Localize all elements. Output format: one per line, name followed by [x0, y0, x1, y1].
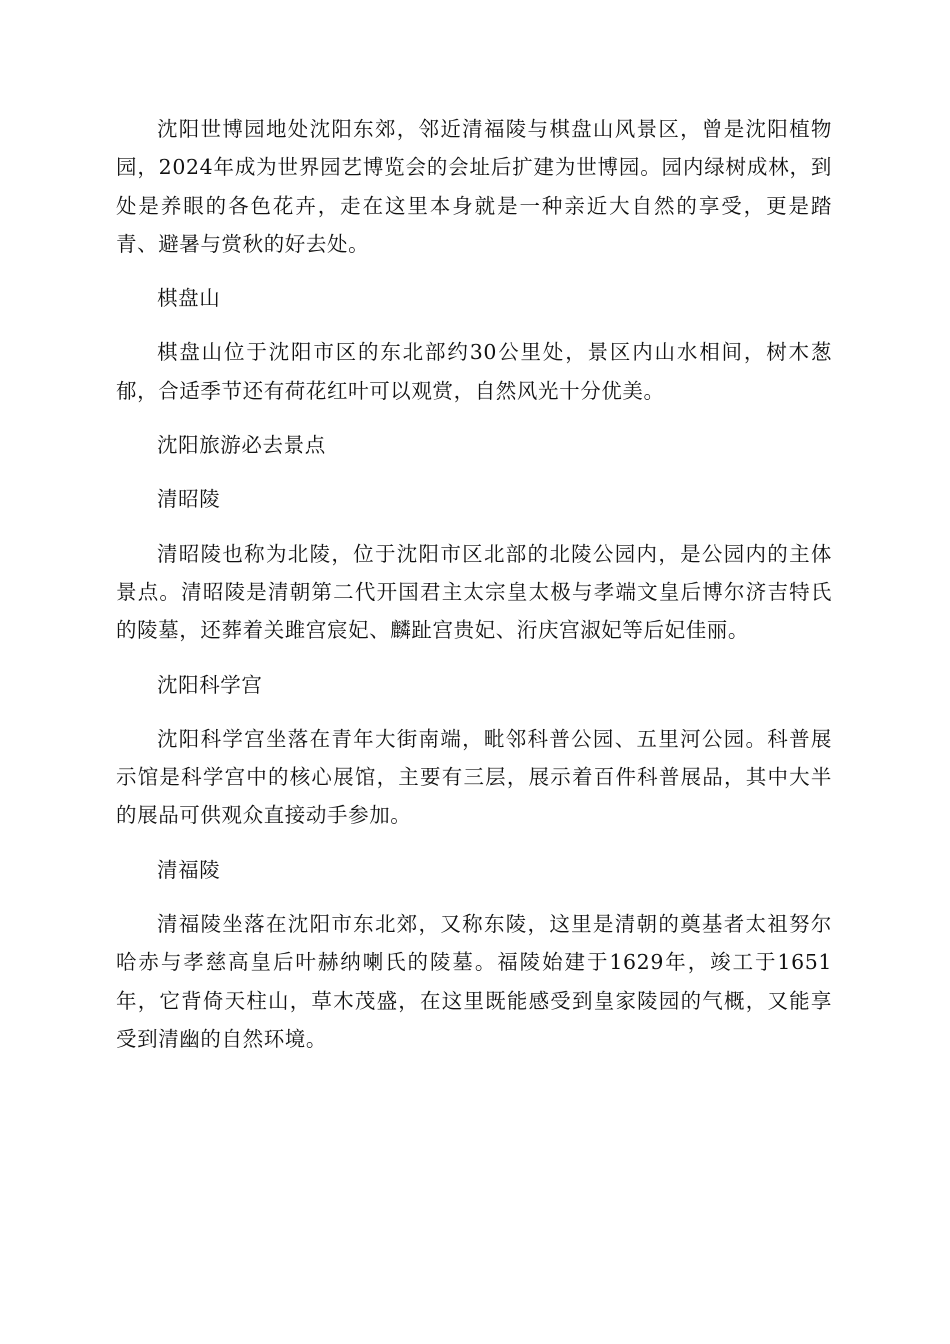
heading-must-visit-attractions: 沈阳旅游必去景点	[157, 433, 326, 458]
heading-science-palace: 沈阳科学宫	[157, 672, 263, 697]
paragraph-qing-zhaoling: 清昭陵也称为北陵，位于沈阳市区北部的北陵公园内，是公园内的主体景点。清昭陵是清朝第二代开国君主太宗皇太极与孝端文皇后博尔济吉特氏的陵墓，还葬着关雎宫宸妃、麟趾宫贵妃、洐庆宫淑妃等后妃佳丽。	[116, 541, 832, 643]
heading-qing-zhaoling: 清昭陵	[157, 487, 221, 512]
paragraph-science-palace: 沈阳科学宫坐落在青年大街南端，毗邻科普公园、五里河公园。科普展示馆是科学宫中的核心展馆，主要有三层，展示着百件科普展品，其中大半的展品可供观众直接动手参加。	[116, 726, 832, 828]
heading-qipanshan: 棋盘山	[157, 286, 221, 311]
document-body	[116, 110, 832, 1074]
heading-qing-fuling: 清福陵	[157, 857, 221, 882]
paragraph-qipanshan: 棋盘山位于沈阳市区的东北部约30公里处，景区内山水相间，树木葱郁，合适季节还有荷花红叶可以观赏，自然风光十分优美。	[116, 340, 832, 403]
paragraph-qing-fuling: 清福陵坐落在沈阳市东北郊，又称东陵，这里是清朝的奠基者太祖努尔哈赤与孝慈高皇后叶赫纳喇氏的陵墓。福陵始建于1629年，竣工于1651年，它背倚天柱山，草木茂盛，在这里既能感受到皇家陵园的气概，又能享受到清幽的自然环境。	[116, 912, 832, 1051]
paragraph-shenyang-expo-garden: 沈阳世博园地处沈阳东郊，邻近清福陵与棋盘山风景区，曾是沈阳植物园，2024年成为世界园艺博览会的会址后扩建为世博园。园内绿树成林，到处是养眼的各色花卉，走在这里本身就是一种亲近大自然的享受，更是踏青、避暑与赏秋的好去处。	[116, 117, 832, 256]
